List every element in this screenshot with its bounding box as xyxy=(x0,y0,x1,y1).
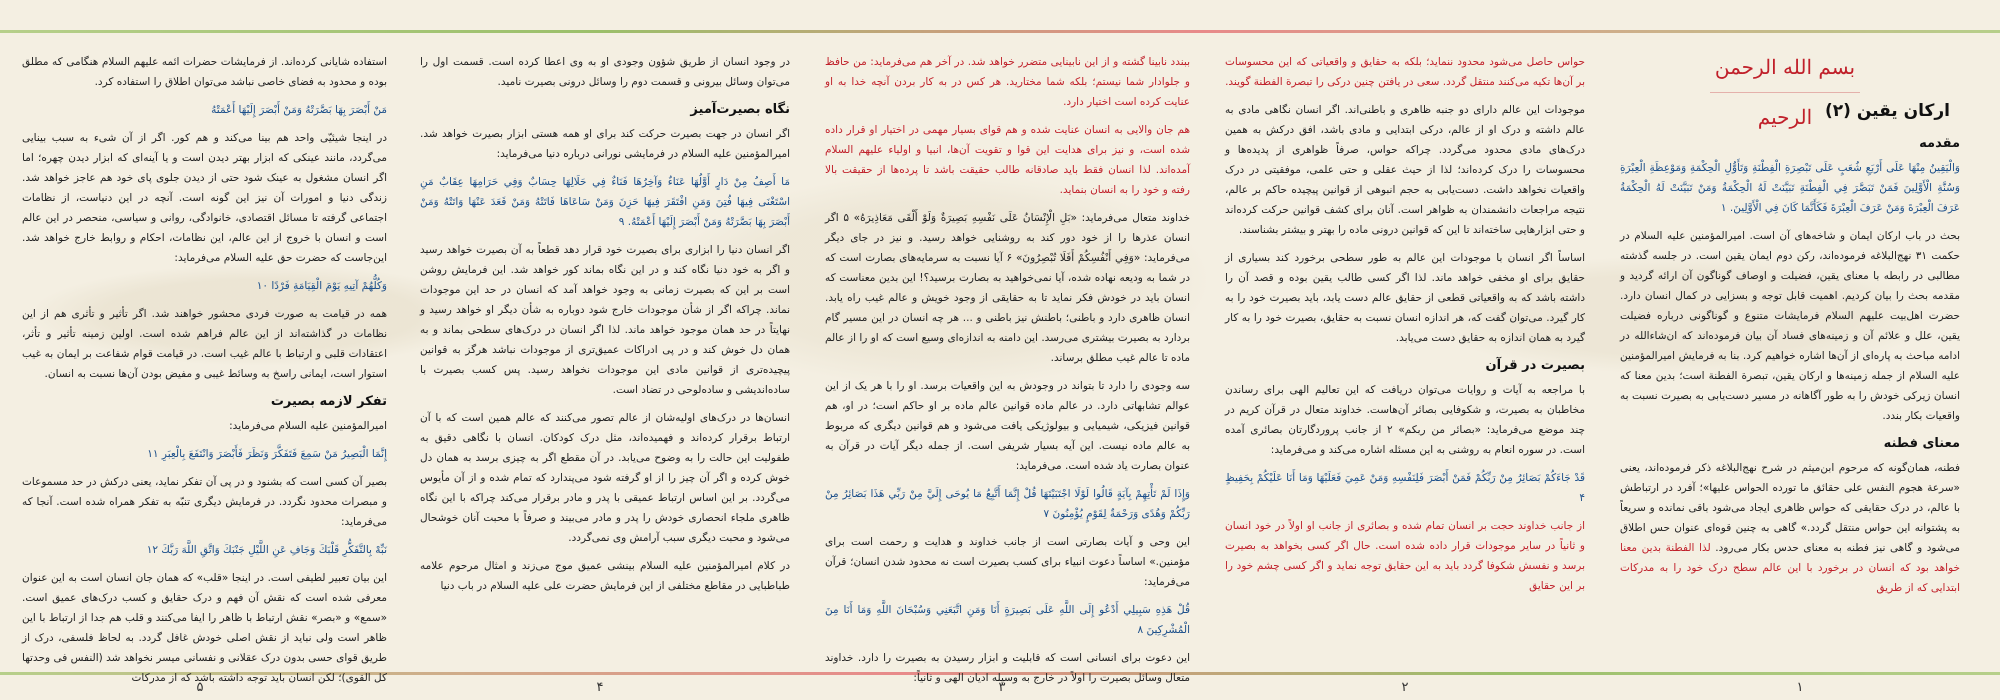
column-5 xyxy=(22,52,387,684)
paragraph: این وحی و آیات بصارتی است از جانب خداوند و هدایت و رحمت است برای مؤمنین.» اساساً دعوت انبیاء برای کسب بصیرت است نه محدود شدن انسان؛ قرآن می‌فرماید: xyxy=(825,536,1190,588)
top-decorative-stripe xyxy=(0,30,2000,33)
paragraph: سه وجودی را دارد تا بتواند در وجودش به این واقعیات برسد. او را با هر یک از این عوالم تشابهاتی دارد. در عالم ماده قوانین عالم ماده بر او حاکم است؛ در او، هم قوانین فیزیکی، شیمیایی و بیولوژیکی یافت می‌شود و هم قوانین دیگری که مربوط به عالم ماده نیست. این آیه بسیار شریفی است. از جمله دیگر آیات در قرآن به عنوان بصارت یاد شده است. می‌فرماید: xyxy=(825,380,1190,472)
heading-reflection-requirement: تفکر لازمه بصیرت xyxy=(270,394,387,409)
column-3 xyxy=(825,52,1191,684)
highlighted-text: لذا الفطنة بدین معنا خواهد بود که انسان در برخورد با این عالم سطح درک خود را به مدرکات ابتدایی که از طریق xyxy=(1620,542,1960,594)
quran-verse: وَإِذَا لَمْ تَأْتِهِمْ بِآيَةٍ قَالُوا لَوْلَا اجْتَبَيْتَهَا قُلْ إِنَّمَا أَتَّبِعُ مَا يُوحَى إِلَيَّ مِنْ رَبِّي هَذَا بَصَائِرُ مِنْ رَبِّكُمْ وَهُدًى وَرَحْمَةٌ لِقَوْمٍ يُؤْمِنُونَ ۷ xyxy=(825,488,1190,520)
paragraph: این بیان تعبیر لطیفی است. در اینجا «قلب» که همان جان انسان است به این عنوان معرفی شده است که نقش آن فهم و درک حقایق و کسب درک‌های عمیق است. «سمع» و «بصر» نقش ارتباط با ظاهر را ایفا می‌کنند و قلب هم جدا از ارتباط با این ظاهر است ولی نباید از نقش اصلی خودش غافل گردد. به لحاظ فلسفی، درک از طریق قوای حسی بدون درک عقلانی و نفسانی میسر نخواهد شد (النفس فی وحدتها کل القوی)؛ لکن انسان باید توجه داشته باشد که از مدرکات xyxy=(22,572,387,684)
paragraph: بحث در باب ارکان ایمان و شاخه‌های آن است. امیرالمؤمنین علیه السلام در حکمت ۳۱ نهج‌البلاغه فرموده‌اند، رکن دوم ایمان یقین است. در جلسه گذشته مطالبی در رابطه با معنای یقین، فضیلت و اوصاف گوناگون آن ارائه گردید و مقدمه بحث را بیان کردیم. اهمیت قابل توجه و بسزایی در کمال انسان دارد. حضرت اهل‌بیت علیهم السلام فرمایشات متنوع و گوناگونی درباره فضیلت یقین، علل و علائم آن و زمینه‌های فساد آن بیان فرموده‌اند که ان‌شاءالله در ادامه مباحث به پاره‌ای از آن‌ها اشاره خواهیم کرد. بنا به فرمایش امیرالمؤمنین علیه السلام از جمله زمینه‌ها و ارکان یقین، تبصرة الفطنة است؛ بدین معنا که انسان زیرکی خودش را به طور آگاهانه در مسیر دست‌یابی به بصیرت نسبت به واقعیات بکار بندد. xyxy=(1620,230,1960,422)
page-number-3: ۳ xyxy=(998,680,1006,695)
paragraph: اساساً اگر انسان با موجودات این عالم به طور سطحی برخورد کند بسیاری از حقایق برای او مخفی خواهد ماند. لذا اگر کسی طالب یقین بوده و قصد آن را داشته باشد که به واقعیاتی قطعی از حقایق عالم دست یابد، باید بصیرت خود را به کار گیرد. می‌توان گفت که، هر اندازه انسان نسبت به حقایق، بصیرت خود را به کار گیرد به همان اندازه به حقایق دست می‌یابد. xyxy=(1225,252,1585,344)
paragraph: در وجود انسان از طریق شؤون وجودی او به وی اعطا کرده است. قسمت اول را می‌توان وسائل بیرونی و قسمت دوم را وسائل درونی بصیرت نامید. xyxy=(420,56,790,88)
paragraph: خداوند متعال می‌فرماید: «بَلِ الْإِنْسَانُ عَلَى نَفْسِهِ بَصِيرَةٌ وَلَوْ أَلْقَى مَعَاذِيرَهُ» ۵ اگر انسان عذرها را از خود دور کند به روشنایی خواهد رسید. و نیز در جای دیگر می‌فرماید: «وَفِي أَنْفُسِكُمْ أَفَلَا تُبْصِرُونَ» ۶ آیا نسبت به سرمایه‌های بصارت است که در شما به ودیعه نهاده شده، آیا نمی‌خواهید به بصارت برسید؟! این بدین معناست که انسان باید در خودش فکر نماید تا به حقایقی از وجود خویش و عالم غیب راه یابد. انسان ظاهری دارد و باطنی؛ باطنش نیز باطنی و ... هر چه انسان در این مسیر گام بردارد به بصیرت بیشتری می‌رسد. این دامنه به اندازه‌ای وسیع است که او را از عالم ماده تا عالم غیب مطلق برساند. xyxy=(825,212,1191,364)
heading-insightful-view: نگاه بصیرت‌آمیز xyxy=(690,102,790,117)
basmala-calligraphy: بسم الله الرحمن الرحيم xyxy=(1710,42,1860,93)
hadith-quote: مَا أَصِفُ مِنْ دَارٍ أَوَّلُهَا عَنَاءٌ وَآخِرُهَا فَنَاءٌ فِي حَلَالِهَا حِسَابٌ وَفِي حَرَامِهَا عِقَابٌ مَنِ اسْتَغْنَى فِيهَا فُتِنَ وَمَنِ افْتَقَرَ فِيهَا حَزِنَ وَمَنْ سَاعَاهَا فَاتَتْهُ وَمَنْ قَعَدَ عَنْهَا وَاتَتْهُ وَمَنْ أَبْصَرَ بِهَا بَصَّرَتْهُ وَمَنْ أَبْصَرَ إِلَيْهَا أَعْمَتْهُ. ۹ xyxy=(420,176,790,228)
highlighted-paragraph: هم جان والایی به انسان عنایت شده و هم قوای بسیار مهمی در اختیار او قرار داده شده است، و نیز برای هدایت این قوا و تقویت آن‌ها، انبیا و اولیاء علیهم السلام آمده‌اند. لذا انسان فقط باید صادقانه طالب حقیقت باشد تا پرده‌ها از حقیقت بالا رفته و خود را به انسان بنماید. xyxy=(825,124,1190,196)
page-number-1: ۱ xyxy=(1796,680,1804,695)
paragraph: اگر انسان دنیا را ابزاری برای بصیرت خود قرار دهد قطعاً به آن بصیرت خواهد رسید و اگر به خود دنیا نگاه کند و در این نگاه بماند کور خواهد شد. این فرمایش روشن است بر این که بصیرت زمانی به وجود خواهد آمد که انسان در حد این موجودات نماند. چراکه اگر از شأن موجودات خارج شود دوباره به شأن دیگر او خواهد رسید و نهایتاً در حد همان موجود خواهد ماند. لذا اگر انسان در درک‌های سطحی بماند و به همان دل خوش کند و در پی ادراکات عمیق‌تری از موجودات نباشد هرگز به قوانین پیچیده‌تری از قوانین مادی این موجودات نخواهد رسید. پس کسب بصیرت با ساده‌اندیشی و ساده‌لوحی در تضاد است. xyxy=(420,244,790,396)
quran-verse: وَكُلُّهُمْ آتِيهِ يَوْمَ الْقِيَامَةِ فَرْدًا ۱۰ xyxy=(256,280,387,292)
highlighted-paragraph: ببندد نابینا گشته و از این نابینایی متضرر خواهد شد. در آخر هم می‌فرماید: من حافظ و جلوادار شما نیستم؛ بلکه شما مختارید. هر کس در به کار بردن آنچه خدا به او عنایت کرده است اختیار دارد. xyxy=(825,56,1190,108)
hadith-quote: مَنْ أَبْصَرَ بِهَا بَصَّرَتْهُ وَمَنْ أَبْصَرَ إِلَيْهَا أَعْمَتْهُ xyxy=(211,104,387,116)
paragraph: اگر انسان در جهت بصیرت حرکت کند برای او همه هستی ابزار بصیرت خواهد شد. امیرالمؤمنین علیه السلام در فرمایشی نورانی درباره دنیا می‌فرماید: xyxy=(420,128,790,160)
heading-meaning-of-fitnah: معنای فطنه xyxy=(1883,436,1960,451)
heading-introduction: مقدمه xyxy=(1919,136,1960,151)
column-2 xyxy=(1225,52,1585,658)
column-1 xyxy=(1620,128,1960,658)
paragraph xyxy=(1620,458,1960,598)
paragraph: امیرالمؤمنین علیه السلام می‌فرماید: xyxy=(229,420,387,432)
paragraph: موجودات این عالم دارای دو جنبه ظاهری و باطنی‌اند. اگر انسان نگاهی مادی به عالم داشته و درک او از عالم، درکی ابتدایی و مادی باشد، افق درکش به همین درک‌های مادی محدود می‌گردد. چراکه حواس، صرفاً ظواهری از پدیده‌ها و محسوسات را درک کرده‌اند؛ لذا از حیث عقلی و حتی علمی، موفقیتی در درک واقعیات نخواهد داشت. دست‌یابی به حجم انبوهی از قوانین پیچیده حاکم بر عالم، نتیجه مراجعات دانشمندان به ظواهر است. آنان برای کشف قوانین حرکت کرده‌اند و حتی ابزارهایی ساخته‌اند تا این که قوانین درونی ماده را بهتر و بیشتر بشناسند. xyxy=(1225,104,1585,236)
paragraph-text: فطنه، همان‌گونه که مرحوم ابن‌میثم در شرح نهج‌البلاغه ذکر فرموده‌اند، یعنی «سرعة هجوم النفس علی حقائق ما تورده الحواس علیها»؛ آفرد در ارتباطش با عالم، در درک حقایقی که حواس ظاهری ایجاد می‌شود باقی نمانده و سریعاً به پشتوانه این حواس منتقل گردد.» گاهی به چنین قوه‌ای عنوان حس اطلاق می‌شود و گاهی نیز فطنه به معنای حدس بکار می‌رود. xyxy=(1620,462,1961,554)
hadith-quote: إِنَّمَا الْبَصِيرُ مَنْ سَمِعَ فَتَفَكَّرَ وَنَظَرَ فَأَبْصَرَ وَانْتَفَعَ بِالْعِبَرِ ۱۱ xyxy=(147,448,387,460)
heading-insight-in-quran: بصیرت در قرآن xyxy=(1485,358,1585,373)
page-number-4: ۴ xyxy=(596,680,604,695)
page-number-5: ۵ xyxy=(196,680,204,695)
paragraph: استفاده شایانی کرده‌اند. از فرمایشات حضرات ائمه علیهم السلام هنگامی که مطلق بوده و محدود به فضای خاصی نباشد می‌توان اطلاق را استفاده کرد. xyxy=(22,56,387,88)
quran-verse: قَدْ جَاءَكُمْ بَصَائِرُ مِنْ رَبِّكُمْ فَمَنْ أَبْصَرَ فَلِنَفْسِهِ وَمَنْ عَمِيَ فَعَلَيْهَا وَمَا أَنَا عَلَيْكُمْ بِحَفِيظٍ ۴ xyxy=(1225,472,1585,504)
paragraph: در اینجا شیئیّی واحد هم بینا می‌کند و هم کور. اگر از آن شیء به سبب بینایی می‌گردد، مانند عینکی که ابزار بهتر دیدن است و یا آینه‌ای که ابزار دیدن چهره؛ اما اگر انسان مشغول به عینک شود حتی از دیدن جلوی پای خود هم عاجز خواهد شد. زندگی دنیا و امورات آن نیز این گونه است. آنچه در این دنیاست، از نظامات اجتماعی گرفته تا مسائل اقتصادی، خانوادگی، روانی و سیاسی، منحصر در این عالم است و انسان با خروج از این عالم، این نظامات، احکام و روابط خارج خواهد شد. این‌جاست که حضرت حق علیه السلام می‌فرماید: xyxy=(22,132,387,264)
paragraph: انسان‌ها در درک‌های اولیه‌شان از عالم تصور می‌کنند که عالم همین است که با آن ارتباط برقرار کرده‌اند و فهمیده‌اند، مثل درک کودکان. انسان با نگاهی دقیق به طفولیت این حالت را به وضوح می‌یابد. در آن مقطع اگر به چیزی برسد به همان دل خوش کرده و اگر آن چیز را از او گرفته شود می‌پندارد که تمام شده و از آن مأیوس می‌گردد. بر این اساس ارتباط عمیقی با پدر و مادر برقرار می‌کند چراکه با این نگاه ظاهری ملجاء انحصاری خودش را پدر و مادر می‌بیند و صرفاً با محبت آنان خوشحال می‌شود و محبت دیگری سبب آرامش وی نمی‌گردد. xyxy=(420,412,790,544)
paragraph: بصیر آن کسی است که بشنود و در پی آن تفکر نماید، یعنی درکش در حد مسموعات و مبصرات محدود نگردد. در فرمایش دیگری تنبّه به تفکر همراه شده است. آنجا که می‌فرماید: xyxy=(22,476,387,528)
hadith-quote: نَبِّهْ بِالتَّفَكُّرِ قَلْبَكَ وَجَافِ عَنِ اللَّيْلِ جَنْبَكَ وَاتَّقِ اللَّهَ رَبَّكَ ۱۲ xyxy=(146,544,387,556)
paragraph: این دعوت برای انسانی است که قابلیت و ابزار رسیدن به بصیرت را دارد. خداوند متعال وسائل بصیرت را اولاً در خارج به وسیله ادیان الهی و ثانیاً: xyxy=(825,652,1190,684)
quran-verse: قُلْ هَذِهِ سَبِيلِي أَدْعُو إِلَى اللَّهِ عَلَى بَصِيرَةٍ أَنَا وَمَنِ اتَّبَعَنِي وَسُبْحَانَ اللَّهِ وَمَا أَنَا مِنَ الْمُشْرِكِينَ ۸ xyxy=(825,604,1190,636)
page-number-2: ۲ xyxy=(1401,680,1409,695)
highlighted-paragraph: حواس حاصل می‌شود محدود ننماید؛ بلکه به حقایق و واقعیاتی که این محسوسات بر آن‌ها تکیه می‌کنند منتقل گردد. سعی در یافتن چنین درکی را تبصرة الفطنة گویند. xyxy=(1225,56,1585,88)
highlighted-paragraph: از جانب خداوند حجت بر انسان تمام شده و بصائری از جانب او اولاً در خود انسان و ثانیاً در سایر موجودات قرار داده شده است. حال اگر کسی بخواهد به بصیرت برسد و نفسش شکوفا گردد باید به این حقایق توجه نماید و اگر کسی چشم خود را بر این حقایق xyxy=(1225,520,1585,592)
hadith-quote: وَالْيَقِينُ مِنْهَا عَلَى أَرْبَعِ شُعَبٍ عَلَى تَبْصِرَةِ الْفِطْنَةِ وَتَأَوُّلِ الْحِكْمَةِ وَمَوْعِظَةِ الْعِبْرَةِ وَسُنَّةِ الْأَوَّلِينَ فَمَنْ تَبَصَّرَ فِي الْفِطْنَةِ تَبَيَّنَتْ لَهُ الْحِكْمَةُ وَمَنْ تَبَيَّنَتْ لَهُ الْحِكْمَةُ عَرَفَ الْعِبْرَةَ وَمَنْ عَرَفَ الْعِبْرَةَ فَكَأَنَّمَا كَانَ فِي الْأَوَّلِينَ. ۱ xyxy=(1620,162,1960,214)
paragraph: همه در قیامت به صورت فردی محشور خواهند شد. اگر تأثیر و تأثری هم از این نظامات در گذاشته‌اند از این عالم فراهم شده است. اولین زمینه تأثیر و تأثر، اعتقادات قلبی و ارتباط با عالم غیب است. در قیامت قوام شفاعت بر ایمان به غیب استوار است، ایمانی راسخ به وسائط غیبی و مفیض بودن آن‌ها نسبت به انسان. xyxy=(22,308,387,380)
page-title: ارکان یقین (۲) xyxy=(1824,101,1950,121)
paragraph: در کلام امیرالمؤمنین علیه السلام بینشی عمیق موج می‌زند و امثال مرحوم علامه طباطبایی در مقاطع مختلفی از این فرمایش حضرت علی علیه السلام در باب دنیا xyxy=(420,560,790,592)
column-4 xyxy=(420,52,790,658)
paragraph: با مراجعه به آیات و روایات می‌توان دریافت که این تعالیم الهی برای رساندن مخاطبان به بصیرت، و شکوفایی بصائر آن‌هاست. خداوند متعال در قرآن کریم در چند موضع می‌فرماید: «بصائر من ربکم» ۲ از جانب پروردگارتان بصائری آمده است. در سوره انعام به روشنی به این مسئله اشاره می‌کند و می‌فرماید: xyxy=(1225,384,1586,456)
